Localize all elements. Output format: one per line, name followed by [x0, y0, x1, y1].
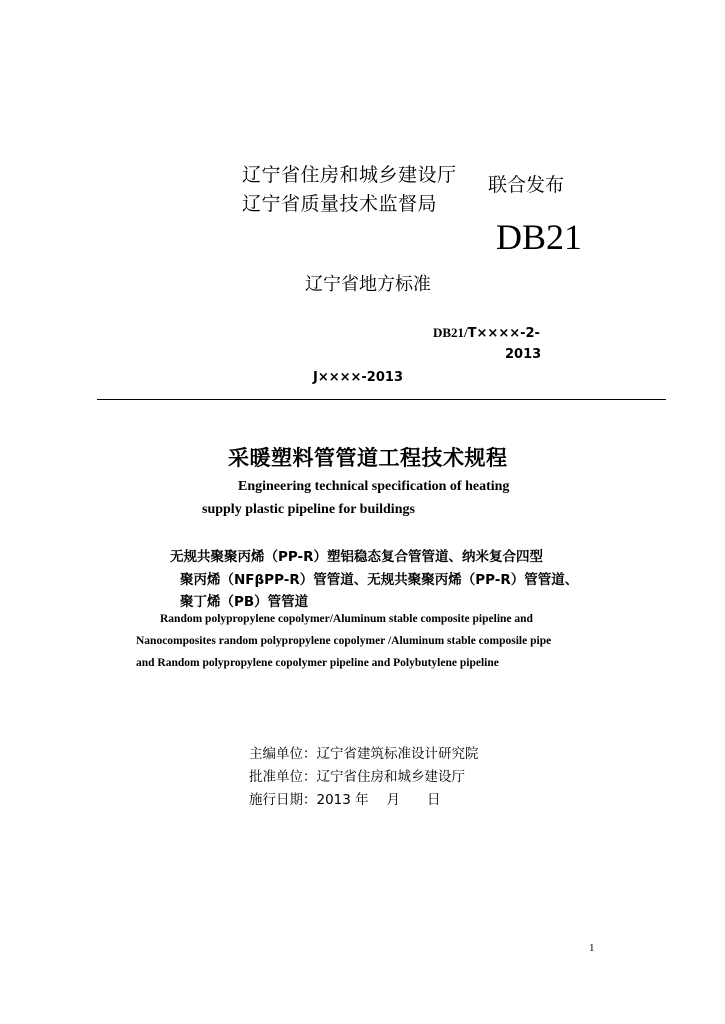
standard-prefix: DB21 — [496, 217, 583, 257]
standard-code — [433, 325, 540, 341]
record-code: J××××-2013 — [313, 370, 403, 385]
subtitle-chinese-3: 聚丁烯（PB）管管道 — [180, 594, 309, 610]
subtitle-english-2: Nanocomposites random polypropylene copolymer /Aluminum stable composile pipe — [136, 635, 552, 647]
subtitle-english-3: and Random polypropylene copolymer pipeline and Polybutylene pipeline — [136, 657, 499, 669]
page-number: 1 — [589, 942, 595, 954]
joint-release-label: 联合发布 — [488, 174, 565, 196]
document-title: 采暖塑料管管道工程技术规程 — [228, 446, 508, 470]
header-divider — [97, 399, 666, 400]
subtitle-english-1: Random polypropylene copolymer/Aluminum stable composite pipeline and — [160, 613, 533, 625]
local-standard-label: 辽宁省地方标准 — [305, 274, 431, 295]
issuer-housing-department: 辽宁省住房和城乡建设厅 — [242, 164, 457, 186]
subtitle-chinese-1: 无规共聚聚丙烯（PP-R）塑铝稳态复合管管道、纳米复合四型 — [170, 549, 544, 565]
document-title-english-1: Engineering technical specification of heating — [238, 479, 510, 494]
standard-code-prefix: DB21/ — [433, 325, 468, 340]
standard-code-main: T××××-2- — [467, 326, 540, 341]
effective-date: 施行日期：2013 年 月 日 — [249, 792, 441, 808]
subtitle-chinese-2: 聚丙烯（NFβPP-R）管管道、无规共聚聚丙烯（PP-R）管管道、 — [180, 572, 579, 588]
editor-unit: 主编单位：辽宁省建筑标准设计研究院 — [249, 746, 479, 762]
approver-unit: 批准单位：辽宁省住房和城乡建设厅 — [249, 769, 465, 785]
issuer-quality-bureau: 辽宁省质量技术监督局 — [242, 193, 438, 215]
standard-code-year: 2013 — [505, 347, 542, 362]
document-title-english-2: supply plastic pipeline for buildings — [202, 502, 415, 517]
